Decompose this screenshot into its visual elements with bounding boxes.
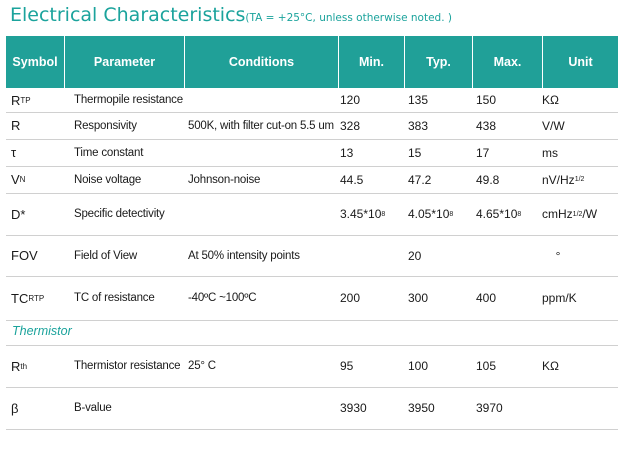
header-symbol: Symbol — [12, 55, 58, 69]
cell-symbol — [11, 166, 25, 193]
cell-conditions — [188, 345, 216, 387]
cell-symbol — [11, 88, 31, 112]
typ-value: 20 — [408, 248, 422, 263]
cell-min — [340, 166, 363, 193]
cell-parameter — [74, 276, 155, 320]
table-row — [6, 387, 618, 429]
cell-max — [476, 139, 489, 166]
row-divider — [6, 320, 618, 321]
cell-unit — [542, 235, 574, 276]
max-value: 105 — [476, 359, 497, 373]
unit-text: nV/Hz — [542, 172, 575, 187]
cell-symbol — [11, 235, 38, 276]
conditions-text: 500K, with filter cut-on 5.5 um — [188, 119, 334, 132]
symbol-subscript: TP — [20, 95, 31, 105]
unit-exponent: 1/2 — [574, 176, 585, 183]
unit-text: V/W — [542, 118, 565, 133]
cell-typ — [408, 345, 428, 387]
cell-max — [476, 88, 496, 112]
symbol-subscript: th — [20, 361, 28, 371]
cell-typ — [408, 166, 431, 193]
cell-typ — [408, 235, 421, 276]
header-unit: Unit — [542, 36, 618, 88]
cell-unit — [542, 345, 559, 387]
cell-symbol — [11, 387, 18, 429]
unit-text: ms — [542, 145, 558, 160]
symbol-text: β — [11, 400, 19, 416]
cell-parameter — [74, 193, 165, 235]
min-value: 328 — [340, 118, 361, 133]
parameter-text: TC of resistance — [74, 292, 155, 304]
max-value: 4.65*10 — [476, 207, 518, 221]
unit-suffix: /W — [582, 207, 598, 221]
min-value: 44.5 — [340, 172, 364, 187]
min-value: 200 — [340, 291, 361, 305]
cell-min — [340, 387, 367, 429]
document-title — [10, 4, 452, 26]
typ-value: 15 — [408, 145, 422, 160]
unit-text: KΩ — [542, 359, 559, 373]
min-value: 95 — [340, 359, 354, 373]
title-main: Electrical Characteristics — [10, 4, 246, 26]
min-value: 13 — [340, 145, 354, 160]
typ-value: 383 — [408, 118, 429, 133]
unit-text: KΩ — [542, 93, 559, 107]
min-value: 120 — [340, 93, 361, 107]
symbol-text: R — [11, 92, 21, 108]
typ-value: 4.05*10 — [408, 207, 450, 221]
max-value: 17 — [476, 145, 490, 160]
cell-conditions — [188, 112, 334, 139]
header-parameter: Parameter — [64, 36, 184, 88]
conditions-text: Johnson-noise — [188, 173, 261, 186]
symbol-text: R — [11, 358, 21, 374]
cell-symbol — [11, 345, 27, 387]
cell-min — [340, 112, 360, 139]
header-typ: Typ. — [404, 36, 472, 88]
cell-max — [476, 387, 503, 429]
symbol-text: TC — [11, 290, 29, 306]
cell-typ — [408, 112, 428, 139]
conditions-text: 25° C — [188, 360, 216, 372]
table-row — [6, 345, 618, 387]
unit-text: cmHz — [542, 207, 573, 221]
symbol-subscript: N — [19, 175, 26, 184]
cell-unit — [542, 112, 565, 139]
table-row — [6, 235, 618, 276]
cell-typ — [408, 139, 421, 166]
symbol-text: R — [11, 118, 21, 133]
unit-exponent: 1/2 — [572, 210, 583, 218]
table-row — [6, 88, 618, 112]
table-row — [6, 112, 618, 139]
min-value: 3.45*10 — [340, 207, 382, 221]
symbol-subscript: RTP — [28, 293, 45, 303]
cell-conditions — [188, 166, 260, 193]
parameter-text: Time constant — [74, 146, 144, 159]
cell-typ — [408, 387, 435, 429]
min-value: 3930 — [340, 401, 367, 415]
cell-typ — [408, 193, 453, 235]
typ-value: 47.2 — [408, 172, 432, 187]
max-value: 3970 — [476, 401, 503, 415]
typ-value: 135 — [408, 93, 429, 107]
typ-exponent: 8 — [449, 210, 454, 218]
symbol-text: τ — [11, 145, 17, 160]
cell-symbol — [11, 276, 44, 320]
cell-parameter — [74, 235, 137, 276]
cell-max — [476, 193, 521, 235]
table-row — [6, 193, 618, 235]
conditions-text: At 50% intensity points — [188, 249, 300, 262]
cell-parameter — [74, 345, 180, 387]
cell-max — [476, 345, 496, 387]
parameter-text: Specific detectivity — [74, 208, 165, 220]
header-max: Max. — [472, 36, 542, 88]
max-value: 150 — [476, 93, 497, 107]
table-row — [6, 276, 618, 320]
cell-min — [340, 345, 353, 387]
cell-parameter — [74, 166, 141, 193]
parameter-text: Field of View — [74, 249, 138, 262]
cell-parameter — [74, 112, 137, 139]
cell-parameter — [74, 88, 183, 112]
parameter-text: Noise voltage — [74, 173, 142, 186]
table-row — [6, 139, 618, 166]
cell-conditions — [188, 276, 256, 320]
cell-unit — [542, 193, 597, 235]
cell-unit — [542, 139, 558, 166]
max-value: 438 — [476, 118, 497, 133]
header-min: Min. — [338, 36, 404, 88]
title-note: (TA = +25°C, unless otherwise noted. ) — [245, 12, 452, 24]
cell-min — [340, 276, 360, 320]
cell-conditions — [188, 235, 300, 276]
typ-value: 100 — [408, 359, 429, 373]
cell-typ — [408, 276, 428, 320]
symbol-text: FOV — [11, 248, 38, 263]
cell-symbol — [11, 193, 25, 235]
cell-max — [476, 112, 496, 139]
parameter-text: Responsivity — [74, 119, 137, 132]
cell-max — [476, 276, 496, 320]
parameter-text: Thermopile resistance — [74, 94, 183, 106]
min-exponent: 8 — [381, 210, 386, 218]
cell-min — [340, 88, 360, 112]
header-conditions: Conditions — [184, 36, 338, 88]
cell-min — [340, 139, 353, 166]
cell-unit — [542, 166, 584, 193]
unit-text: ° — [555, 248, 561, 263]
cell-min — [340, 193, 385, 235]
max-value: 49.8 — [476, 172, 500, 187]
unit-text: ppm/K — [542, 291, 577, 305]
cell-symbol — [11, 139, 16, 166]
cell-typ — [408, 88, 428, 112]
symbol-text: D* — [11, 206, 26, 222]
cell-max — [476, 166, 499, 193]
symbol-text: V — [11, 172, 20, 187]
table-row — [6, 166, 618, 193]
cell-unit — [542, 88, 559, 112]
table-header — [6, 36, 618, 88]
row-divider — [6, 429, 618, 430]
typ-value: 3950 — [408, 401, 435, 415]
max-value: 400 — [476, 291, 497, 305]
typ-value: 300 — [408, 291, 429, 305]
cell-unit — [542, 276, 577, 320]
cell-symbol — [11, 112, 20, 139]
max-exponent: 8 — [517, 210, 522, 218]
cell-parameter — [74, 387, 112, 429]
conditions-text: -40ºC ~100ºC — [188, 292, 257, 304]
parameter-text: Thermistor resistance — [74, 360, 181, 372]
cell-parameter — [74, 139, 143, 166]
parameter-text: B-value — [74, 402, 112, 414]
section-label-thermistor: Thermistor — [12, 324, 72, 338]
